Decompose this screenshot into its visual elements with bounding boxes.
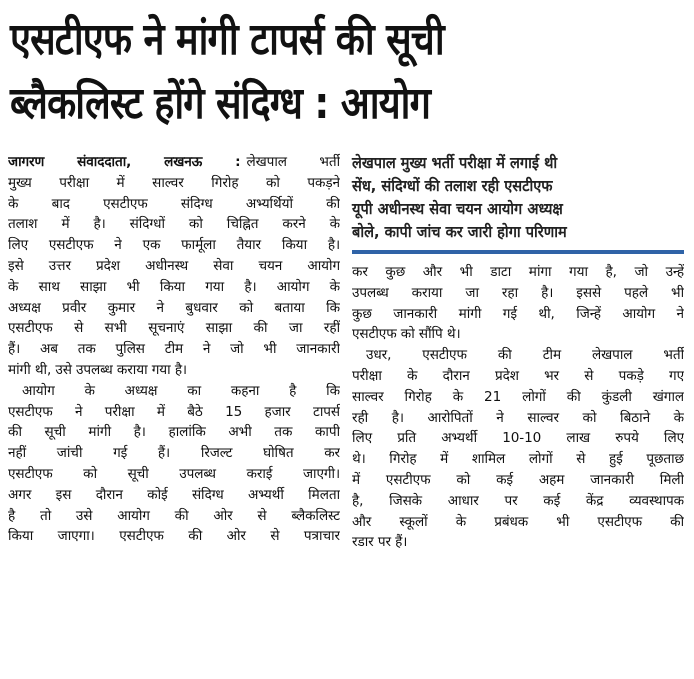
body-line: नहीं जांची गई हैं। रिजल्ट घोषित कर	[8, 445, 340, 462]
headline-line-1: एसटीएफ ने मांगी टापर्स की सूची	[10, 14, 444, 65]
body-line: की सूची मांगी है। हालांकि अभी तक कापी	[8, 424, 340, 441]
body-line: परीक्षा के दौरान प्रदेश भर से पकड़े गए	[352, 367, 684, 384]
body-text: लेखपाल भर्ती	[246, 154, 340, 170]
body-line: आयोग के अध्यक्ष का कहना है कि	[22, 382, 340, 399]
body-line: एसटीएफ ने परीक्षा में बैठे 15 हजार टापर्स	[8, 403, 340, 420]
body-line: अगर इस दौरान कोई संदिग्ध अभ्यर्थी मिलता	[8, 486, 340, 503]
body-line: उपलब्ध कराया जा रहा है। इससे पहले भी	[352, 284, 684, 301]
body-line: है, जिसके आधार पर कई केंद्र व्यवस्थापक	[352, 492, 684, 509]
article-deck	[352, 152, 684, 254]
deck-divider-rule	[352, 250, 684, 254]
headline-line-2: ब्लैकलिस्ट होंगे संदिग्ध : आयोग	[10, 78, 431, 129]
deck-line: सेंध, संदिग्धों की तलाश रही एसटीएफ	[352, 177, 553, 195]
body-line: हैं। अब तक पुलिस टीम ने जो भी जानकारी	[8, 341, 340, 358]
body-line: और स्कूलों के प्रबंधक भी एसटीएफ की	[352, 513, 684, 530]
body-line: एसटीएफ को सौंपि थे।	[352, 326, 461, 343]
body-line: अध्यक्ष प्रवीर कुमार ने बुधवार को बताया कि	[8, 299, 340, 316]
body-line: थे। गिरोह में शामिल लोगों से हुई पूछताछ	[352, 451, 684, 468]
body-line: एसटीएफ को सूची उपलब्ध कराई जाएगी।	[8, 465, 340, 482]
body-line: एसटीएफ से सभी सूचनाएं साझा की जा रहीं	[8, 320, 340, 337]
body-line: मुख्य परीक्षा में साल्वर गिरोह को पकड़ने	[8, 174, 340, 191]
body-line: के बाद एसटीएफ संदिग्ध अभ्यर्थियों की	[8, 195, 340, 212]
body-line: उधर, एसटीएफ की टीम लेखपाल भर्ती	[366, 347, 684, 364]
dateline: जागरण संवाददाता, लखनऊ :	[8, 154, 241, 170]
body-line: कर कुछ और भी डाटा मांगा गया है, जो उन्हें	[352, 264, 684, 280]
deck-line: लेखपाल मुख्य भर्ती परीक्षा में लगाई थी	[352, 154, 558, 172]
body-line: लिए एसटीएफ ने एक फार्मूला तैयार किया है।	[8, 237, 340, 254]
body-line: में एसटीएफ को कई अहम जानकारी मिली	[352, 471, 684, 488]
article-headline	[10, 0, 684, 136]
body-line: मांगी थी, उसे उपलब्ध कराया गया है।	[8, 361, 187, 378]
deck-line: यूपी अधीनस्थ सेवा चयन आयोग अध्यक्ष	[352, 200, 563, 218]
body-line: तलाश में है। संदिग्धों को चिह्नित करने के	[8, 216, 340, 233]
right-column	[352, 152, 684, 553]
body-line: रडार पर हैं।	[352, 534, 408, 551]
body-line: इसे उत्तर प्रदेश अधीनस्थ सेवा चयन आयोग	[8, 257, 340, 274]
left-column	[8, 152, 340, 547]
body-line: लिए प्रति अभ्यर्थी 10-10 लाख रुपये लिए	[352, 430, 684, 447]
body-line	[8, 152, 340, 173]
body-line: रही है। आरोपितों ने साल्वर को बिठाने के	[352, 409, 684, 426]
body-line: किया जाएगा। एसटीएफ की ओर से पत्राचार	[8, 528, 340, 545]
body-line: है तो उसे आयोग की ओर से ब्लैकलिस्ट	[8, 507, 340, 524]
body-line: के साथ साझा भी किया गया है। आयोग के	[8, 278, 340, 295]
deck-line: बोले, कापी जांच कर जारी होगा परिणाम	[352, 223, 567, 241]
body-line: साल्वर गिरोह के 21 लोगों की कुंडली खंगाल	[352, 388, 684, 405]
body-line: कुछ जानकारी मांगी गई थी, जिन्हें आयोग ने	[352, 305, 684, 322]
